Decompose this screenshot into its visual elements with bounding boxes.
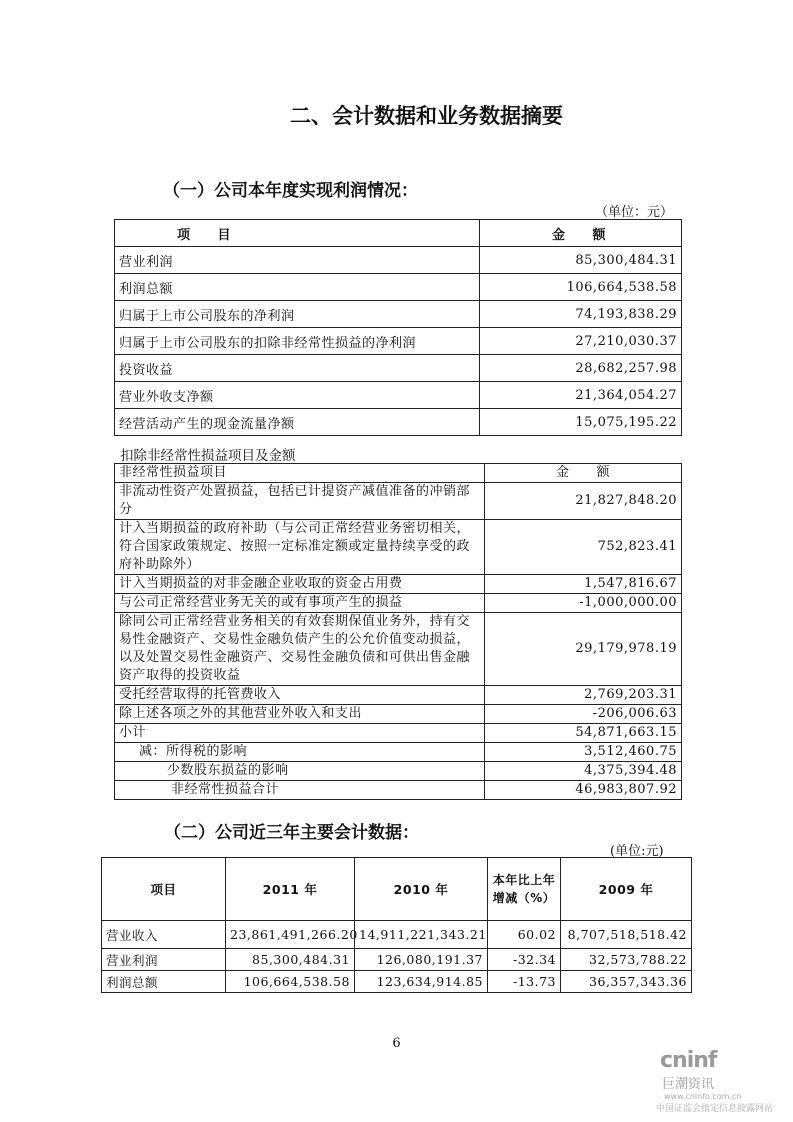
- table-header-row: [115, 464, 682, 483]
- row-label: 营业外收支净额: [115, 382, 480, 409]
- row-value: 85,300,484.31: [480, 247, 682, 274]
- row-value: 23,861,491,266.20: [226, 921, 355, 949]
- header-amount: 金 额: [480, 220, 682, 247]
- row-value: 14,911,221,343.21: [355, 921, 488, 949]
- row-label: 减：所得税的影响: [115, 743, 485, 762]
- row-label: 除同公司正常经营业务相关的有效套期保值业务外，持有交易性金融资产、交易性金融负债产生的公允价值变动损益，以及处置交易性金融资产、交易性金融负债和可供出售金融资产取得的投资收益: [115, 613, 485, 686]
- row-value: 36,357,343.36: [561, 971, 692, 993]
- table-row: [115, 724, 682, 743]
- header-2011: 2011 年: [226, 858, 355, 921]
- row-value: 8,707,518,518.42: [561, 921, 692, 949]
- row-label: 投资收益: [115, 355, 480, 382]
- row-label: 与公司正常经营业务无关的或有事项产生的损益: [115, 594, 485, 613]
- row-value: 126,080,191.37: [355, 949, 488, 971]
- table-row: [115, 762, 682, 781]
- header-2009: 2009 年: [561, 858, 692, 921]
- row-value: 60.02: [488, 921, 561, 949]
- table-row: [115, 575, 682, 594]
- table-row: [115, 382, 682, 409]
- table-row: [115, 355, 682, 382]
- row-value: 21,827,848.20: [485, 483, 682, 520]
- row-value: 752,823.41: [485, 520, 682, 575]
- section1-heading: （一）公司本年度实现利润情况：: [163, 181, 418, 201]
- row-value: 29,179,978.19: [485, 613, 682, 686]
- row-value: -1,000,000.00: [485, 594, 682, 613]
- row-value: 1,547,816.67: [485, 575, 682, 594]
- header-item: 项目: [102, 858, 226, 921]
- profit-table: [114, 219, 682, 436]
- section2-heading: （二）公司近三年主要会计数据：: [164, 823, 419, 843]
- row-value: 54,871,663.15: [485, 724, 682, 743]
- row-value: 74,193,838.29: [480, 301, 682, 328]
- row-value: -206,006.63: [485, 705, 682, 724]
- row-value: 85,300,484.31: [226, 949, 355, 971]
- table-row: [115, 613, 682, 686]
- table-row: [115, 328, 682, 355]
- row-label: 归属于上市公司股东的扣除非经常性损益的净利润: [115, 328, 480, 355]
- table-row: [115, 520, 682, 575]
- table-header-row: [115, 220, 682, 247]
- row-label: 经营活动产生的现金流量净额: [115, 409, 480, 436]
- table-row: [115, 686, 682, 705]
- section1-unit: （单位：元）: [595, 205, 674, 220]
- nonrecurring-table: [114, 463, 682, 800]
- table-row: [115, 247, 682, 274]
- table-row: [102, 971, 692, 993]
- header-amount: 金 额: [485, 464, 682, 483]
- cninfo-tagline: 中国证监会指定信息披露网站: [656, 1104, 774, 1114]
- row-label: 利润总额: [102, 971, 226, 993]
- row-value: 123,634,914.85: [355, 971, 488, 993]
- row-value: 27,210,030.37: [480, 328, 682, 355]
- cninfo-logo-name: 巨潮资讯: [662, 1077, 715, 1092]
- page-number: 6: [392, 1036, 401, 1051]
- row-value: -13.73: [488, 971, 561, 993]
- row-value: 3,512,460.75: [485, 743, 682, 762]
- header-item: 项 目: [115, 220, 480, 247]
- row-label: 非流动性资产处置损益，包括已计提资产减值准备的冲销部分: [115, 483, 485, 520]
- three-year-table: [101, 857, 692, 993]
- row-value: 15,075,195.22: [480, 409, 682, 436]
- table-row: [115, 483, 682, 520]
- table-row: [115, 409, 682, 436]
- cninfo-watermark: [656, 1048, 790, 1114]
- table-row: [115, 274, 682, 301]
- cninfo-logo-text: cninf: [660, 1048, 717, 1073]
- section2-unit: (单位:元): [610, 844, 664, 859]
- row-label: 除上述各项之外的其他营业外收入和支出: [115, 705, 485, 724]
- table-row: [115, 594, 682, 613]
- row-value: 4,375,394.48: [485, 762, 682, 781]
- row-label: 归属于上市公司股东的净利润: [115, 301, 480, 328]
- row-value: 28,682,257.98: [480, 355, 682, 382]
- row-value: 2,769,203.31: [485, 686, 682, 705]
- page-title: 二、会计数据和业务数据摘要: [290, 104, 563, 128]
- table-header-row: [102, 858, 692, 921]
- row-label: 受托经营取得的托管费收入: [115, 686, 485, 705]
- header-item: 非经常性损益项目: [115, 464, 485, 483]
- row-label: 营业利润: [115, 247, 480, 274]
- table-row: [115, 705, 682, 724]
- table-row: [102, 921, 692, 949]
- table-row: [115, 301, 682, 328]
- row-value: -32.34: [488, 949, 561, 971]
- header-2010: 2010 年: [355, 858, 488, 921]
- row-label: 利润总额: [115, 274, 480, 301]
- row-label: 计入当期损益的对非金融企业收取的资金占用费: [115, 575, 485, 594]
- row-value: 46,983,807.92: [485, 781, 682, 800]
- table-row: [102, 949, 692, 971]
- row-value: 106,664,538.58: [226, 971, 355, 993]
- row-label: 小计: [115, 724, 485, 743]
- header-change: 本年比上年增减（%）: [488, 858, 561, 921]
- row-label: 少数股东损益的影响: [115, 762, 485, 781]
- cninfo-url: www.cninfo.com.cn: [664, 1092, 742, 1101]
- row-label: 营业收入: [102, 921, 226, 949]
- nonrecurring-caption: 扣除非经常性损益项目及金额: [120, 448, 296, 464]
- table-row: [115, 743, 682, 762]
- row-value: 106,664,538.58: [480, 274, 682, 301]
- row-label: 非经常性损益合计: [115, 781, 485, 800]
- row-label: 计入当期损益的政府补助（与公司正常经营业务密切相关，符合国家政策规定、按照一定标准定额或定量持续享受的政府补助除外）: [115, 520, 485, 575]
- row-value: 32,573,788.22: [561, 949, 692, 971]
- table-row: [115, 781, 682, 800]
- row-label: 营业利润: [102, 949, 226, 971]
- row-value: 21,364,054.27: [480, 382, 682, 409]
